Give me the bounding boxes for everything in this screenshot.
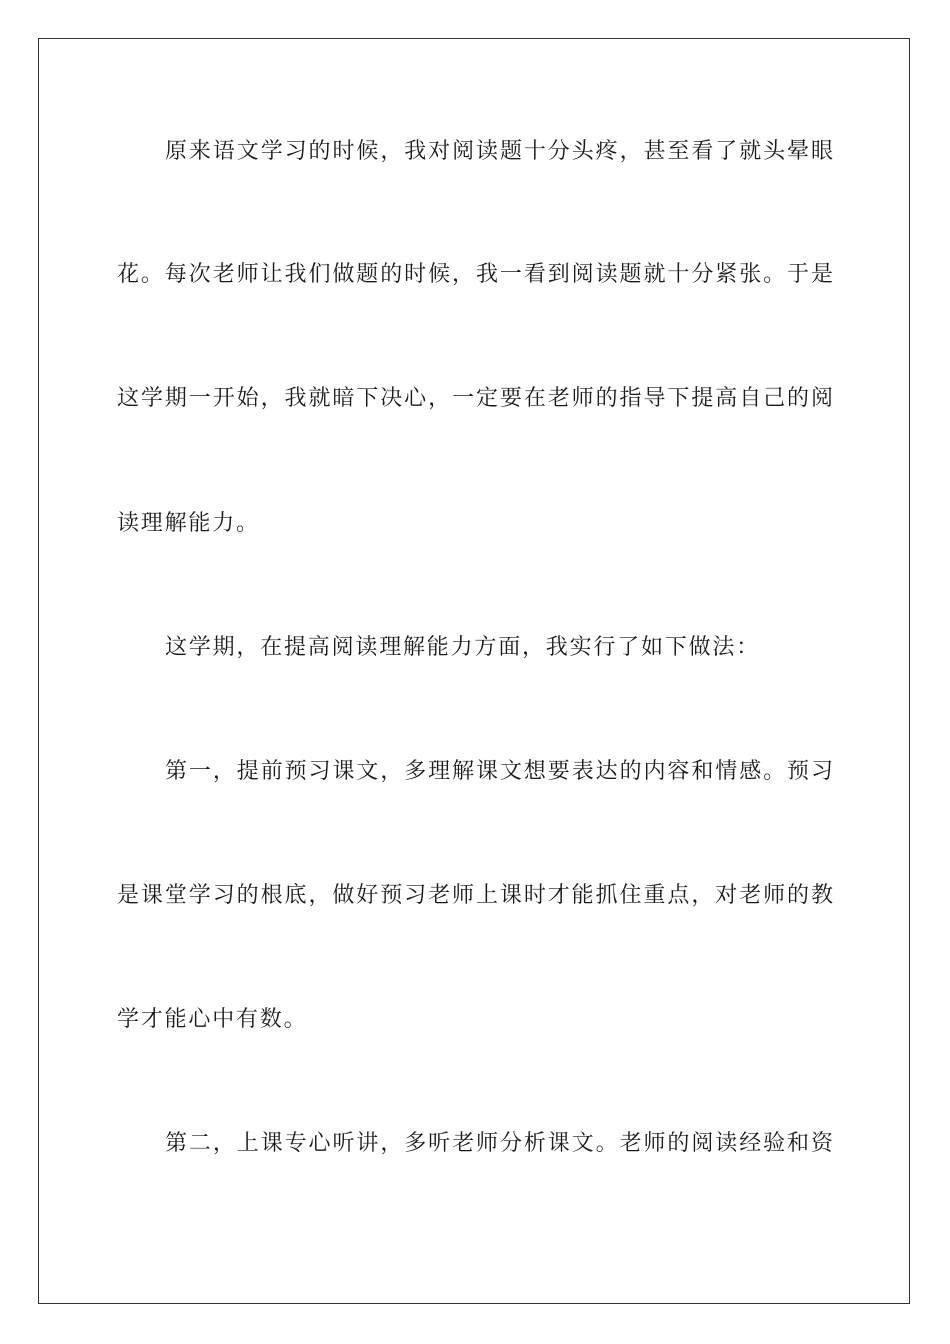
paragraph-1-line-2: 花。每次老师让我们做题的时候，我一看到阅读题就十分紧张。于是 [117,262,833,287]
paragraph-3-line-2: 是课堂学习的根底，做好预习老师上课时才能抓住重点，对老师的教 [117,883,833,908]
paragraph-3-line-3: 学才能心中有数。 [117,1007,308,1032]
paragraph-4-line-1: 第二，上课专心听讲，多听老师分析课文。老师的阅读经验和资 [165,1131,833,1156]
paragraph-1-line-4: 读理解能力。 [117,511,260,536]
page-border [38,38,910,1304]
paragraph-1-line-1: 原来语文学习的时候，我对阅读题十分头疼，甚至看了就头晕眼 [165,139,833,164]
paragraph-2-line-1: 这学期，在提高阅读理解能力方面，我实行了如下做法： [165,635,761,660]
paragraph-3-line-1: 第一，提前预习课文，多理解课文想要表达的内容和情感。预习 [165,759,833,784]
paragraph-1-line-3: 这学期一开始，我就暗下决心，一定要在老师的指导下提高自己的阅 [117,386,833,411]
